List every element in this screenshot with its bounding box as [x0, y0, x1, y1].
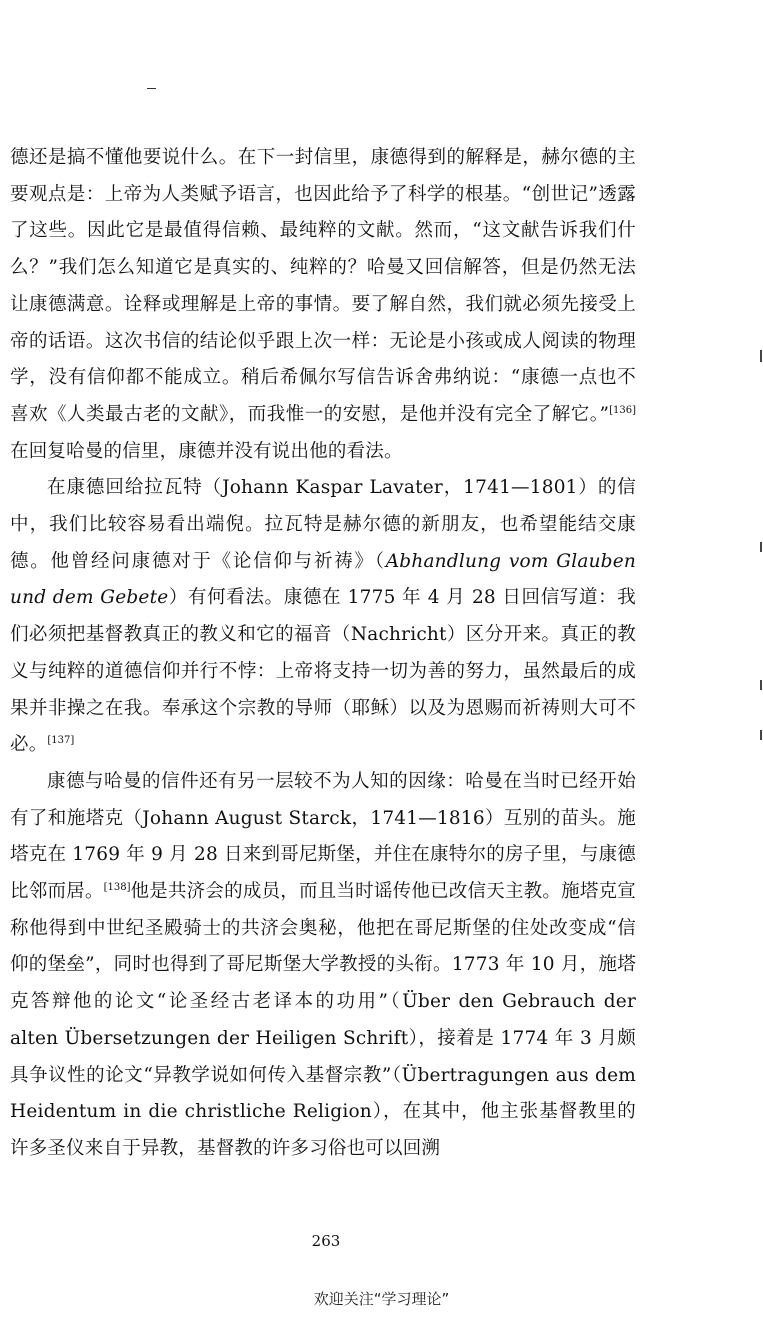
scan-edge-mark — [760, 680, 762, 690]
page-number: 263 — [311, 1232, 341, 1250]
header-mark — [147, 88, 156, 89]
text-run: ）有何看法。康德在 1775 年 4 月 28 日回信写道：我们必须把基督教真正的教义和它的福音（Nachricht）区分开来。真正的教义与纯粹的道德信仰并行不悖：上帝将支持一切为善的努力，虽然最后的成果并非操之在我。奉承这个宗教的导师（耶稣）以及为恩赐而祈祷则大可不必。 — [10, 587, 636, 756]
scan-edge-mark — [760, 350, 762, 362]
text-run: 德还是搞不懂他要说什么。在下一封信里，康德得到的解释是，赫尔德的主要观点是：上帝为人类赋予语言，也因此给予了科学的根基。“创世记”透露了这些。因此它是最值得信赖、最纯粹的文献。然而，“这文献告诉我们什么？”我们怎么知道它是真实的、纯粹的？哈曼又回信解答，但是仍然无法让康德满意。诠释或理解是上帝的事情。要了解自然，我们就必须先接受上帝的话语。这次书信的结论似乎跟上次一样：无论是小孩或成人阅读的物理学，没有信仰都不能成立。稍后希佩尔写信告诉舍弗纳说：“康德一点也不喜欢《人类最古老的文献》，而我惟一的安慰，是他并没有完全了解它。” — [10, 147, 636, 425]
italic-title: Abhandlung vom Glauben und dem Gebete — [10, 550, 636, 609]
scan-edge-mark — [760, 730, 762, 740]
text-run: 他是共济会的成员，而且当时谣传他已改信天主教。施塔克宣称他得到中世纪圣殿骑士的共济会奥秘，他把在哥尼斯堡的住处改变成“信仰的堡垒”，同时也得到了哥尼斯堡大学教授的头衔。1773 年 10 月，施塔克答辩他的论文“论圣经古老译本的功用”（Über den Gebrauch der alten Übersetzungen der Heiligen Schrift），接着是 1774 年 3 月颇具争议性的论文“异教学说如何传入基督宗教”（Übertragungen aus dem Heidentum in die christliche Religion），在其中，他主张基督教里的许多圣仪来自于异教，基督教的许多习俗也可以回溯 — [10, 881, 636, 1159]
footer-note: 欢迎关注“学习理论” — [313, 1290, 450, 1308]
text-run: 在康德回给拉瓦特（Johann Kaspar Lavater，1741—1801）的信中，我们比较容易看出端倪。拉瓦特是赫尔德的新朋友，也希望能结交康德。他曾经问康德对于《论信仰与祈祷》（ — [10, 477, 636, 572]
text-run: 在回复哈曼的信里，康德并没有说出他的看法。 — [10, 440, 403, 462]
body-text — [10, 140, 636, 1168]
scan-edge-mark — [760, 542, 762, 552]
footnote-ref: [137] — [47, 735, 75, 747]
footnote-ref: [136] — [609, 404, 636, 416]
paragraph — [10, 764, 636, 1168]
text-run: 康德与哈曼的信件还有另一层较不为人知的因缘：哈曼在当时已经开始有了和施塔克（Johann August Starck，1741—1816）互别的苗头。施塔克在 1769 年 9 月 28 日来到哥尼斯堡，并住在康特尔的房子里，与康德比邻而居。 — [10, 770, 636, 903]
paragraph — [10, 140, 636, 470]
footnote-ref: [138] — [103, 882, 131, 894]
paragraph — [10, 470, 636, 764]
